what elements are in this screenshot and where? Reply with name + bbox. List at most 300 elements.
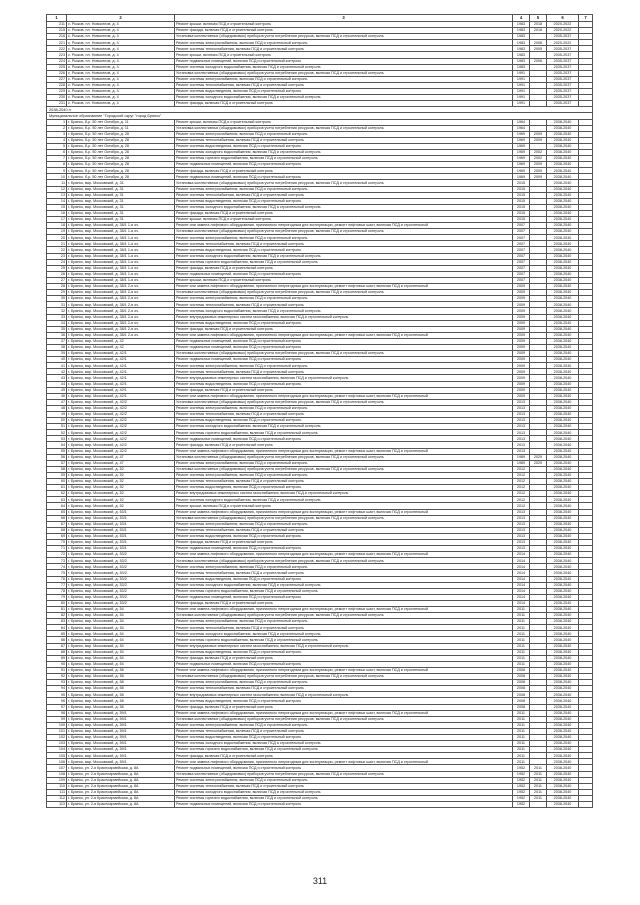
cell-planned-period: 2038-2040 [547, 277, 579, 283]
cell-work-type: Ремонт фасада, включая ПСД и строительный контроль [175, 210, 513, 216]
cell-address: г. Брянск, мкр. Московский, д. 58 [67, 692, 175, 698]
cell-planned-period: 2038-2040 [547, 436, 579, 442]
cell-address: г. Брянск, мкр. Московский, д. 59/1 [67, 710, 175, 716]
cell-address: г. Брянск, мкр. Московский, д. 42/2 [67, 430, 175, 436]
cell-address: г. Брянск, мкр. Московский, д. 54 [67, 625, 175, 631]
cell-work-type: Ремонт или замена лифтового оборудования, признанного непригодным для эксплуатации, ремонт лифтовых шахт, включая ПСД и строительный [175, 607, 513, 613]
cell-work-type: Ремонт или замена лифтового оборудования, признанного непригодным для эксплуатации, ремонт лифтовых шахт, включая ПСД и строительный [175, 552, 513, 558]
cell-work-type: Ремонт системы теплоснабжения, включая ПСД и строительный контроль [175, 570, 513, 576]
cell-work-type: Ремонт фасада, включая ПСД и строительный контроль [175, 442, 513, 448]
cell-build-year: 2013 [513, 546, 530, 552]
cell-address: г. Брянск, мкр. Московский, д. 58 [67, 698, 175, 704]
cell-planned-period: 2035-2037 [547, 64, 579, 70]
cell-address: г. Брянск, мкр. Московский, д. 59/1 [67, 734, 175, 740]
cell-work-type: Ремонт системы теплоснабжения, включая ПСД и строительный контроль [175, 625, 513, 631]
cell-row-number: 64 [47, 503, 67, 509]
cell-build-year: 2009 [513, 314, 530, 320]
cell-planned-period: 2038-2040 [547, 771, 579, 777]
cell-repair-year: 2002 [530, 156, 547, 162]
cell-planned-period: 2038-2040 [547, 479, 579, 485]
cell-repair-year: 2011 [530, 795, 547, 801]
cell-build-year: 2011 [513, 728, 530, 734]
cell-planned-period: 2038-2040 [547, 716, 579, 722]
cell-row-number: 7 [47, 156, 67, 162]
cell-row-number: 11 [47, 180, 67, 186]
cell-address: г. Брянск, мкр. Московский, д. 59/1 [67, 741, 175, 747]
cell-address: г. Брянск, мкр. Московский, д. 38/1 2-я оч. [67, 314, 175, 320]
cell-build-year: 2014 [513, 582, 530, 588]
cell-work-type: Ремонт внутридомовых инженерных систем газоснабжения, включая ПСД и строительный контроль [175, 692, 513, 698]
cell-planned-period: 2038-2040 [547, 430, 579, 436]
cell-planned-period: 2038-2040 [547, 686, 579, 692]
cell-build-year: 2015 [513, 198, 530, 204]
cell-repair-year: 2029 [530, 460, 547, 466]
cell-build-year: 2015 [513, 180, 530, 186]
cell-row-number: 12 [47, 186, 67, 192]
cell-row-number: 94 [47, 686, 67, 692]
cell-planned-period: 2038-2040 [547, 308, 579, 314]
cell-work-type: Ремонт системы теплоснабжения, включая ПСД и строительный контроль [175, 479, 513, 485]
cell-address: г. Брянск, мкр. Московский, д. 53/1 [67, 527, 175, 533]
cell-build-year: 2008 [513, 692, 530, 698]
cell-address: с. Рыжов, пл. Новоселов, д. 4 [67, 95, 175, 101]
cell-build-year: 2007 [513, 265, 530, 271]
cell-planned-period: 2038-2040 [547, 539, 579, 545]
cell-row-number: 51 [47, 424, 67, 430]
cell-work-type: Ремонт системы холодного водоснабжения, включая ПСД и строительный контроль [175, 64, 513, 70]
cell-work-type: Ремонт системы электроснабжения, включая ПСД и строительный контроль [175, 521, 513, 527]
cell-planned-period: 2038-2040 [547, 119, 579, 125]
cell-address: г. Брянск, мкр. Московский, д. 53/2 [67, 582, 175, 588]
cell-row-number: 86 [47, 637, 67, 643]
cell-planned-period: 2038-2040 [547, 259, 579, 265]
cell-row-number: 88 [47, 649, 67, 655]
cell-build-year: 2012 [513, 497, 530, 503]
cell-build-year: 2011 [513, 747, 530, 753]
page-number: 311 [312, 876, 328, 886]
cell-address: г. Брянск, мкр. Московский, д. 54 [67, 649, 175, 655]
cell-address: г. Брянск, б-р. 50 лет Октября, д. 28 [67, 168, 175, 174]
cell-work-type: Ремонт или замена лифтового оборудования, признанного непригодным для эксплуатации, ремонт лифтовых шахт, включая ПСД и строительный [175, 332, 513, 338]
cell-planned-period: 2038-2040 [547, 698, 579, 704]
cell-planned-period: 2038-2040 [547, 783, 579, 789]
cell-planned-period: 2038-2040 [547, 143, 579, 149]
cell-build-year: 1964 [513, 119, 530, 125]
cell-work-type: Ремонт системы теплоснабжения, включая ПСД и строительный контроль [175, 412, 513, 418]
cell-address: г. Брянск, мкр. Московский, д. 38/1 2-я оч. [67, 302, 175, 308]
cell-build-year: 1969 [513, 137, 530, 143]
cell-work-type: Ремонт системы электроснабжения, включая ПСД и строительный контроль [175, 235, 513, 241]
cell-row-number: 21 [47, 241, 67, 247]
cell-row-number: 89 [47, 655, 67, 661]
cell-work-type: Ремонт системы водоотведения, включая ПСД и строительный контроль [175, 89, 513, 95]
cell-work-type: Установка коллективных (общедомовых) приборов учета потребления ресурсов, включая ПСД и строительный контроль [175, 125, 513, 131]
cell-planned-period: 2038-2040 [547, 253, 579, 259]
cell-row-number: 226 [47, 70, 67, 76]
cell-planned-period: 2038-2040 [547, 649, 579, 655]
cell-build-year: 2009 [513, 326, 530, 332]
cell-planned-period: 2038-2040 [547, 405, 579, 411]
cell-address: г. Брянск, мкр. Московский, д. 42/2 [67, 412, 175, 418]
cell-work-type: Ремонт системы холодного водоснабжения, включая ПСД и строительный контроль [175, 149, 513, 155]
cell-address: г. Брянск, ул. 2-я Красноармейская, д. 8А [67, 802, 175, 808]
cell-repair-year: 2006 [530, 58, 547, 64]
cell-row-number: 223 [47, 52, 67, 58]
cell-build-year: 1991 [513, 82, 530, 88]
cell-work-type: Ремонт системы электроснабжения, включая ПСД и строительный контроль [175, 722, 513, 728]
cell-planned-period: 2038-2040 [547, 680, 579, 686]
cell-planned-period: 2038-2040 [547, 186, 579, 192]
cell-build-year: 2015 [513, 210, 530, 216]
cell-planned-period: 2038-2040 [547, 210, 579, 216]
cell-address: г. Брянск, мкр. Московский, д. 52 [67, 472, 175, 478]
cell-row-number: 110 [47, 783, 67, 789]
cell-build-year: 1952 [513, 789, 530, 795]
cell-row-number: 37 [47, 338, 67, 344]
cell-address: г. Брянск, мкр. Московский, д. 31 [67, 180, 175, 186]
cell-work-type: Ремонт системы теплоснабжения, включая ПСД и строительный контроль [175, 783, 513, 789]
cell-row-number: 41 [47, 363, 67, 369]
cell-work-type: Ремонт системы электроснабжения, включая ПСД и строительный контроль [175, 40, 513, 46]
cell-work-type: Ремонт системы электроснабжения, включая ПСД и строительный контроль [175, 296, 513, 302]
cell-address: г. Брянск, мкр. Московский, д. 53/2 [67, 552, 175, 558]
cell-row-number: 104 [47, 747, 67, 753]
section-municipality: Муниципальное образование "Городской округ "город Брянск" [47, 113, 593, 119]
cell-planned-period: 2035-2037 [547, 58, 579, 64]
cell-address: г. Брянск, мкр. Московский, д. 59/1 [67, 747, 175, 753]
cell-address: г. Брянск, б-р. 50 лет Октября, д. 11 [67, 125, 175, 131]
cell-build-year: 2011 [513, 619, 530, 625]
cell-planned-period: 2038-2040 [547, 594, 579, 600]
cell-address: г. Брянск, мкр. Московский, д. 52 [67, 485, 175, 491]
cell-work-type: Ремонт системы горячего водоснабжения, включая ПСД и строительный контроль [175, 795, 513, 801]
cell-build-year: 1983 [513, 22, 530, 28]
cell-address: г. Брянск, мкр. Московский, д. 53/1 [67, 509, 175, 515]
cell-build-year: 1991 [513, 101, 530, 107]
cell-build-year: 2008 [513, 686, 530, 692]
cell-work-type: Ремонт или замена лифтового оборудования, признанного непригодным для эксплуатации, ремонт лифтовых шахт, включая ПСД и строительный [175, 223, 513, 229]
cell-work-type: Ремонт фасада, включая ПСД и строительный контроль [175, 539, 513, 545]
cell-row-number: 84 [47, 625, 67, 631]
cell-row-number: 74 [47, 564, 67, 570]
cell-planned-period: 2038-2040 [547, 448, 579, 454]
cell-work-type: Ремонт системы водоотведения, включая ПСД и строительный контроль [175, 576, 513, 582]
cell-address: г. Брянск, б-р. 50 лет Октября, д. 28 [67, 131, 175, 137]
cell-planned-period: 2038-2040 [547, 607, 579, 613]
cell-repair-year: 2029 [530, 454, 547, 460]
cell-planned-period: 2038-2040 [547, 637, 579, 643]
cell-row-number: 106 [47, 759, 67, 765]
cell-build-year: 2013 [513, 412, 530, 418]
cell-address: г. Брянск, мкр. Московский, д. 42/1 [67, 357, 175, 363]
cell-repair-year: 2011 [530, 783, 547, 789]
cell-work-type: Ремонт системы электроснабжения, включая ПСД и строительный контроль [175, 472, 513, 478]
cell-address: г. Брянск, мкр. Московский, д. 42/2 [67, 405, 175, 411]
cell-address: г. Брянск, мкр. Московский, д. 53/2 [67, 600, 175, 606]
cell-row-number: 9 [47, 168, 67, 174]
cell-build-year: 2013 [513, 448, 530, 454]
cell-planned-period: 2038-2040 [547, 533, 579, 539]
cell-planned-period: 2038-2040 [547, 387, 579, 393]
cell-address: г. Брянск, мкр. Московский, д. 53/1 [67, 521, 175, 527]
cell-build-year: 2008 [513, 680, 530, 686]
cell-build-year: 2009 [513, 290, 530, 296]
cell-planned-period: 2038-2040 [547, 399, 579, 405]
cell-repair-year: 2009 [530, 168, 547, 174]
cell-row-number: 83 [47, 619, 67, 625]
cell-row-number: 29 [47, 290, 67, 296]
cell-repair-year: 2011 [530, 789, 547, 795]
cell-row-number: 63 [47, 497, 67, 503]
cell-build-year: 2011 [513, 649, 530, 655]
cell-address: г. Брянск, мкр. Московский, д. 53/2 [67, 558, 175, 564]
cell-work-type: Ремонт системы теплоснабжения, включая ПСД и строительный контроль [175, 728, 513, 734]
cell-planned-period: 2038-2040 [547, 497, 579, 503]
cell-row-number: 96 [47, 698, 67, 704]
cell-row-number: 57 [47, 460, 67, 466]
cell-planned-period: 2038-2040 [547, 741, 579, 747]
cell-build-year: 2013 [513, 424, 530, 430]
cell-planned-period: 2035-2037 [547, 89, 579, 95]
cell-address: г. Брянск, мкр. Московский, д. 31 [67, 192, 175, 198]
cell-work-type: Ремонт системы холодного водоснабжения, включая ПСД и строительный контроль [175, 789, 513, 795]
cell-build-year: 1989 [513, 460, 530, 466]
table-header [47, 15, 593, 22]
cell-row-number: 229 [47, 89, 67, 95]
cell-work-type: Ремонт системы теплоснабжения, включая ПСД и строительный контроль [175, 686, 513, 692]
cell-work-type: Ремонт фасада, включая ПСД и строительный контроль [175, 101, 513, 107]
cell-row-number: 103 [47, 741, 67, 747]
cell-row-number: 105 [47, 753, 67, 759]
cell-work-type: Ремонт системы горячего водоснабжения, включая ПСД и строительный контроль [175, 156, 513, 162]
cell-build-year: 1983 [513, 40, 530, 46]
cell-address: с. Рыжов, пл. Новоселов, д. 4 [67, 82, 175, 88]
cell-address: с. Рыжов, пл. Новоселов, д. 4 [67, 46, 175, 52]
cell-address: г. Брянск, б-р. 50 лет Октября, д. 28 [67, 156, 175, 162]
cell-address: г. Брянск, мкр. Московский, д. 59/1 [67, 722, 175, 728]
cell-build-year: 2009 [513, 284, 530, 290]
cell-row-number: 36 [47, 332, 67, 338]
cell-work-type: Ремонт или замена лифтового оборудования, признанного непригодным для эксплуатации, ремонт лифтовых шахт, включая ПСД и строительный [175, 393, 513, 399]
cell-row-number: 42 [47, 369, 67, 375]
cell-row-number: 27 [47, 277, 67, 283]
cell-build-year: 2008 [513, 667, 530, 673]
cell-row-number: 76 [47, 576, 67, 582]
cell-row-number: 211 [47, 22, 67, 28]
cell-build-year: 1983 [513, 46, 530, 52]
cell-build-year: 2013 [513, 436, 530, 442]
cell-work-type: Ремонт системы электроснабжения, включая ПСД и строительный контроль [175, 460, 513, 466]
cell-address: г. Брянск, б-р. 50 лет Октября, д. 28 [67, 149, 175, 155]
cell-planned-period: 2038-2040 [547, 357, 579, 363]
cell-planned-period: 2038-2040 [547, 174, 579, 180]
cell-work-type: Ремонт системы горячего водоснабжения, включая ПСД и строительный контроль [175, 259, 513, 265]
cell-planned-period: 2038-2040 [547, 418, 579, 424]
cell-planned-period: 2038-2040 [547, 588, 579, 594]
cell-row-number: 70 [47, 539, 67, 545]
cell-address: г. Брянск, мкр. Московский, д. 53/2 [67, 594, 175, 600]
cell-planned-period: 2038-2040 [547, 619, 579, 625]
cell-work-type: Установка коллективных (общедомовых) приборов учета потребления ресурсов, включая ПСД и строительный контроль [175, 70, 513, 76]
cell-address: г. Брянск, мкр. Московский, д. 38/1 1-я оч. [67, 247, 175, 253]
cell-work-type: Ремонт системы теплоснабжения, включая ПСД и строительный контроль [175, 82, 513, 88]
cell-row-number: 49 [47, 412, 67, 418]
cell-row-number: 25 [47, 265, 67, 271]
cell-planned-period: 2038-2040 [547, 485, 579, 491]
cell-address: г. Брянск, мкр. Московский, д. 54 [67, 613, 175, 619]
cell-planned-period: 2038-2040 [547, 320, 579, 326]
cell-row-number: 23 [47, 253, 67, 259]
cell-build-year: 1952 [513, 777, 530, 783]
cell-work-type: Ремонт фасада, включая ПСД и строительный контроль [175, 600, 513, 606]
cell-build-year: 2013 [513, 521, 530, 527]
cell-address: г. Брянск, мкр. Московский, д. 58 [67, 686, 175, 692]
cell-address: с. Рыжов, пл. Новоселов, д. 4 [67, 40, 175, 46]
cell-work-type: Ремонт внутридомовых инженерных систем газоснабжения, включая ПСД и строительный контроль [175, 314, 513, 320]
cell-row-number: 40 [47, 357, 67, 363]
cell-work-type: Ремонт фасада, включая ПСД и строительный контроль [175, 265, 513, 271]
cell-address: г. Брянск, мкр. Московский, д. 52 [67, 479, 175, 485]
cell-row-number: 228 [47, 82, 67, 88]
cell-address: г. Брянск, мкр. Московский, д. 54 [67, 655, 175, 661]
cell-build-year: 1969 [513, 162, 530, 168]
cell-address: г. Брянск, мкр. Московский, д. 53/1 [67, 515, 175, 521]
cell-address: с. Рыжов, пл. Новоселов, д. 4 [67, 101, 175, 107]
cell-work-type: Ремонт системы водоотведения, включая ПСД и строительный контроль [175, 381, 513, 387]
cell-work-type: Ремонт подвальных помещений, включая ПСД и строительный контроль [175, 436, 513, 442]
cell-planned-period: 2038-2040 [547, 552, 579, 558]
cell-row-number: 102 [47, 734, 67, 740]
cell-row-number: 8 [47, 162, 67, 168]
cell-planned-period: 2038-2040 [547, 442, 579, 448]
cell-work-type: Ремонт системы водоотведения, включая ПСД и строительный контроль [175, 649, 513, 655]
cell-repair-year: 2009 [530, 162, 547, 168]
cell-row-number: 24 [47, 259, 67, 265]
cell-row-number: 44 [47, 381, 67, 387]
cell-address: г. Брянск, мкр. Московский, д. 42/2 [67, 448, 175, 454]
cell-build-year: 1952 [513, 765, 530, 771]
cell-row-number: 56 [47, 454, 67, 460]
capital-repair-table [46, 14, 593, 808]
cell-row-number: 16 [47, 210, 67, 216]
cell-row-number: 48 [47, 405, 67, 411]
cell-build-year: 1969 [513, 149, 530, 155]
section-years: 2038-2040 гг [47, 107, 593, 113]
cell-row-number: 52 [47, 430, 67, 436]
cell-build-year: 2011 [513, 716, 530, 722]
cell-build-year: 2013 [513, 533, 530, 539]
cell-build-year: 1983 [513, 58, 530, 64]
cell-row-number: 78 [47, 588, 67, 594]
cell-address: г. Брянск, мкр. Московский, д. 38/1 1-я оч. [67, 277, 175, 283]
cell-row-number: 99 [47, 716, 67, 722]
cell-repair-year: 2005 [530, 46, 547, 52]
cell-row-number: 80 [47, 600, 67, 606]
cell-address: г. Брянск, мкр. Московский, д. 38/1 2-я оч. [67, 320, 175, 326]
cell-work-type: Ремонт подвальных помещений, включая ПСД и строительный контроль [175, 344, 513, 350]
cell-address: г. Брянск, мкр. Московский, д. 42/1 [67, 363, 175, 369]
cell-work-type: Ремонт фасада, включая ПСД и строительный контроль [175, 704, 513, 710]
cell-planned-period: 2038-2040 [547, 302, 579, 308]
cell-planned-period: 2038-2040 [547, 247, 579, 253]
cell-build-year: 2008 [513, 674, 530, 680]
cell-planned-period: 2038-2040 [547, 296, 579, 302]
cell-build-year: 1952 [513, 771, 530, 777]
table-body-top [47, 22, 593, 107]
cell-build-year: 2009 [513, 363, 530, 369]
cell-planned-period: 2038-2040 [547, 643, 579, 649]
cell-work-type: Ремонт системы горячего водоснабжения, включая ПСД и строительный контроль [175, 637, 513, 643]
cell-build-year: 2011 [513, 631, 530, 637]
header-col-5: 5 [530, 15, 547, 22]
cell-build-year: 2015 [513, 217, 530, 223]
cell-work-type: Ремонт или замена лифтового оборудования, признанного непригодным для эксплуатации, ремонт лифтовых шахт, включая ПСД и строительный [175, 667, 513, 673]
cell-build-year: 2015 [513, 204, 530, 210]
cell-row-number: 68 [47, 527, 67, 533]
cell-planned-period: 2038-2040 [547, 156, 579, 162]
cell-address: г. Брянск, мкр. Московский, д. 59/1 [67, 759, 175, 765]
cell-work-type: Ремонт системы холодного водоснабжения, включая ПСД и строительный контроль [175, 631, 513, 637]
cell-row-number: 59 [47, 472, 67, 478]
cell-planned-period: 2038-2040 [547, 241, 579, 247]
cell-row-number: 225 [47, 64, 67, 70]
cell-work-type: Ремонт крыши, включая ПСД и строительный контроль [175, 52, 513, 58]
cell-row-number: 45 [47, 387, 67, 393]
cell-planned-period: 2020-2022 [547, 40, 579, 46]
cell-planned-period: 2038-2040 [547, 558, 579, 564]
cell-row-number: 53 [47, 436, 67, 442]
cell-planned-period: 2035-2037 [547, 82, 579, 88]
cell-work-type: Ремонт крыши, включая ПСД и строительный контроль [175, 277, 513, 283]
cell-planned-period: 2038-2040 [547, 363, 579, 369]
cell-address: г. Брянск, мкр. Московский, д. 31 [67, 198, 175, 204]
cell-repair-year [530, 802, 547, 808]
cell-work-type: Ремонт системы горячего водоснабжения, включая ПСД и строительный контроль [175, 588, 513, 594]
cell-address: г. Брянск, мкр. Московский, д. 59/1 [67, 716, 175, 722]
cell-address: г. Брянск, мкр. Московский, д. 53/1 [67, 533, 175, 539]
cell-build-year: 1952 [513, 783, 530, 789]
cell-build-year: 1991 [513, 70, 530, 76]
cell-work-type: Ремонт системы электроснабжения, включая ПСД и строительный контроль [175, 363, 513, 369]
cell-planned-period: 2038-2040 [547, 412, 579, 418]
cell-planned-period: 2038-2040 [547, 198, 579, 204]
cell-planned-period: 2038-2040 [547, 802, 579, 808]
cell-work-type: Ремонт системы электроснабжения, включая ПСД и строительный контроль [175, 76, 513, 82]
cell-work-type: Ремонт системы электроснабжения, включая ПСД и строительный контроль [175, 564, 513, 570]
cell-address: г. Брянск, мкр. Московский, д. 42 [67, 338, 175, 344]
cell-address: г. Брянск, мкр. Московский, д. 38/1 1-я оч. [67, 235, 175, 241]
cell-planned-period: 2035-2037 [547, 76, 579, 82]
cell-work-type: Ремонт системы электроснабжения, включая ПСД и строительный контроль [175, 680, 513, 686]
cell-planned-period: 2038-2040 [547, 460, 579, 466]
cell-row-number: 222 [47, 46, 67, 52]
cell-address: г. Брянск, б-р. 50 лет Октября, д. 28 [67, 162, 175, 168]
cell-planned-period: 2038-2040 [547, 344, 579, 350]
cell-planned-period: 2038-2040 [547, 326, 579, 332]
cell-build-year: 1991 [513, 76, 530, 82]
cell-row-number: 33 [47, 314, 67, 320]
cell-address: г. Брянск, мкр. Московский, д. 31 [67, 210, 175, 216]
cell-repair-year: 2009 [530, 174, 547, 180]
cell-build-year: 2009 [513, 332, 530, 338]
cell-address: г. Брянск, ул. 2-я Красноармейская, д. 8А [67, 789, 175, 795]
cell-row-number: 10 [47, 174, 67, 180]
cell-row-number: 38 [47, 344, 67, 350]
cell-row-number: 90 [47, 661, 67, 667]
cell-address: г. Брянск, ул. 2-я Красноармейская, д. 8А [67, 765, 175, 771]
cell-planned-period: 2038-2040 [547, 509, 579, 515]
cell-build-year: 2011 [513, 637, 530, 643]
